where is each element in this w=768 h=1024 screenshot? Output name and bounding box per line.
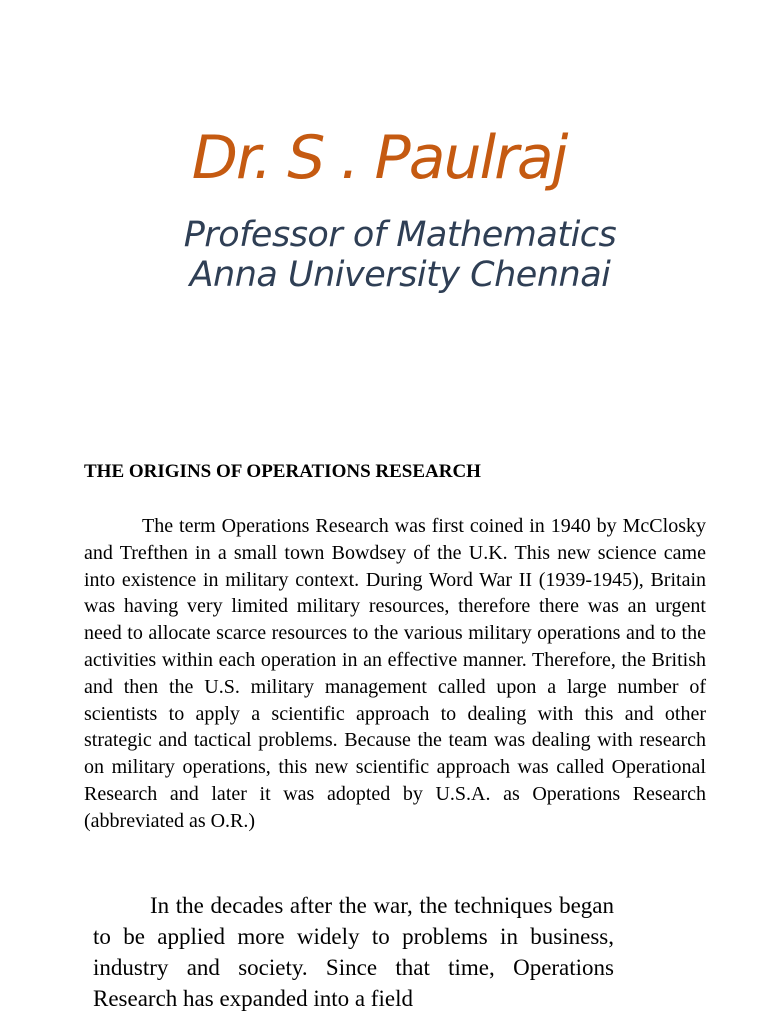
section-heading: THE ORIGINS OF OPERATIONS RESEARCH [84, 461, 481, 482]
author-title-position: Professor of Mathematics [183, 215, 617, 255]
body-paragraph-2: In the decades after the war, the techniques began to be applied more widely to problems in business, industry and society. Since that time, Operations Research has expanded into a field [93, 893, 614, 1011]
author-name: Dr. S . Paulraj [191, 123, 567, 193]
body-paragraph-1: The term Operations Research was first coined in 1940 by McClosky and Trefthen in a small town Bowdsey of the U.K. This new science came into existence in military context. During Word War II (1939-1945), Britain was having very limited military resources, therefore there was an urgent need to allocate scarce resources to the various military operations and to the activities within each operation in an effective manner. Therefore, the British and then the U.S. military management called upon a large number of scientists to apply a scientific approach to dealing with this and other strategic and tactical problems. Because the team was dealing with research on military operations, this new scientific approach was called Operational Research and later it was adopted by U.S.A. as Operations Research (abbreviated as O.R.) [84, 515, 706, 832]
author-title-block [16, 215, 768, 295]
author-title-institution: Anna University Chennai [189, 255, 611, 295]
